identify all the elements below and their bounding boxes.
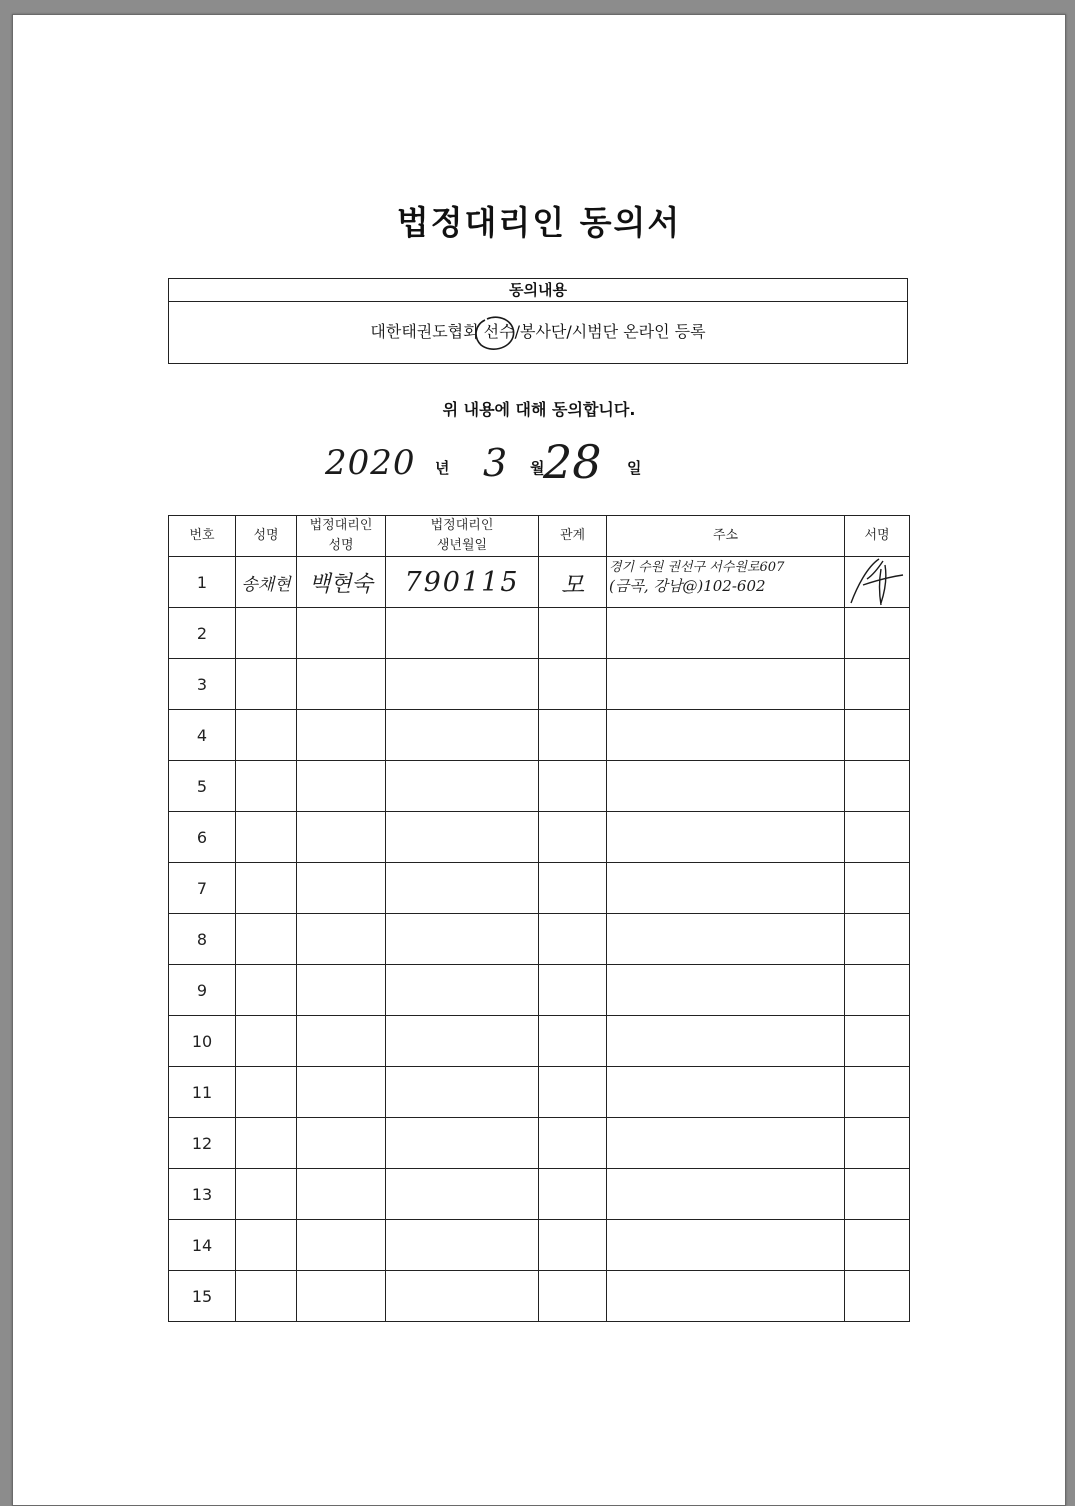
cell-no: 1 [169, 557, 236, 608]
cell-relation [539, 557, 607, 608]
cell-signature [845, 557, 910, 608]
cell-no: 14 [169, 1220, 236, 1271]
cell-no: 12 [169, 1118, 236, 1169]
header-name: 성명 [236, 516, 297, 557]
handwritten-signature [845, 557, 909, 607]
cell-guardian-name [297, 557, 386, 608]
cell-no: 11 [169, 1067, 236, 1118]
month-label: 월 [530, 459, 545, 477]
document-title: 법정대리인 동의서 [396, 203, 682, 242]
table-row [169, 1067, 910, 1118]
handwritten-relation: 모 [560, 570, 585, 599]
cell-no: 6 [169, 812, 236, 863]
cell-no: 10 [169, 1016, 236, 1067]
cell-no: 7 [169, 863, 236, 914]
cell-no: 15 [169, 1271, 236, 1322]
cell-no: 13 [169, 1169, 236, 1220]
cell-no: 9 [169, 965, 236, 1016]
table-row [169, 965, 910, 1016]
date-row [13, 435, 1065, 503]
table-row [169, 1220, 910, 1271]
handwritten-birth: 790115 [404, 566, 520, 598]
consent-header: 동의내용 [169, 279, 907, 302]
header-guardian-birth-line2: 생년월일 [436, 538, 488, 553]
guardian-table [168, 515, 910, 1322]
table-row [169, 608, 910, 659]
cell-no: 4 [169, 710, 236, 761]
table-row [169, 1118, 910, 1169]
document-page [12, 14, 1066, 1506]
date-day: 28 [543, 435, 602, 489]
cell-no: 8 [169, 914, 236, 965]
header-no: 번호 [169, 516, 236, 557]
date-year: 2020 [325, 443, 416, 483]
table-row [169, 914, 910, 965]
table-row [169, 863, 910, 914]
table-row [169, 710, 910, 761]
header-guardian-birth [386, 516, 539, 557]
handwritten-guardian-name: 백현숙 [309, 571, 373, 597]
header-guardian-name-line2: 성명 [328, 538, 354, 553]
cell-no: 5 [169, 761, 236, 812]
table-row [169, 659, 910, 710]
consent-box [168, 278, 908, 364]
table-row [169, 1016, 910, 1067]
handwritten-address [609, 559, 784, 595]
table-header-row [169, 516, 910, 557]
cell-address [607, 557, 845, 608]
address-line2: (금곡, 강남@)102-602 [609, 577, 766, 595]
header-guardian-name-line1: 법정대리인 [309, 518, 373, 533]
day-label: 일 [627, 459, 642, 477]
handwritten-name: 송채현 [241, 574, 291, 595]
year-label: 년 [435, 459, 450, 477]
handwritten-circle-mark [473, 315, 517, 353]
table-row [169, 1271, 910, 1322]
cell-no: 3 [169, 659, 236, 710]
cell-guardian-birth [386, 557, 539, 608]
address-line1: 경기 수원 권선구 서수원로607 [609, 560, 785, 575]
header-address: 주소 [607, 516, 845, 557]
cell-no: 2 [169, 608, 236, 659]
agreement-statement: 위 내용에 대해 동의합니다. [442, 400, 636, 419]
header-signature: 서명 [845, 516, 910, 557]
table-row [169, 557, 910, 608]
date-month: 3 [483, 441, 508, 485]
cell-name [236, 557, 297, 608]
header-relation: 관계 [539, 516, 607, 557]
table-row [169, 761, 910, 812]
header-guardian-birth-line1: 법정대리인 [430, 518, 494, 533]
consent-text: 대한태권도협회 선수/봉사단/시범단 온라인 등록 [370, 322, 706, 341]
table-row [169, 1169, 910, 1220]
header-guardian-name [297, 516, 386, 557]
table-row [169, 812, 910, 863]
